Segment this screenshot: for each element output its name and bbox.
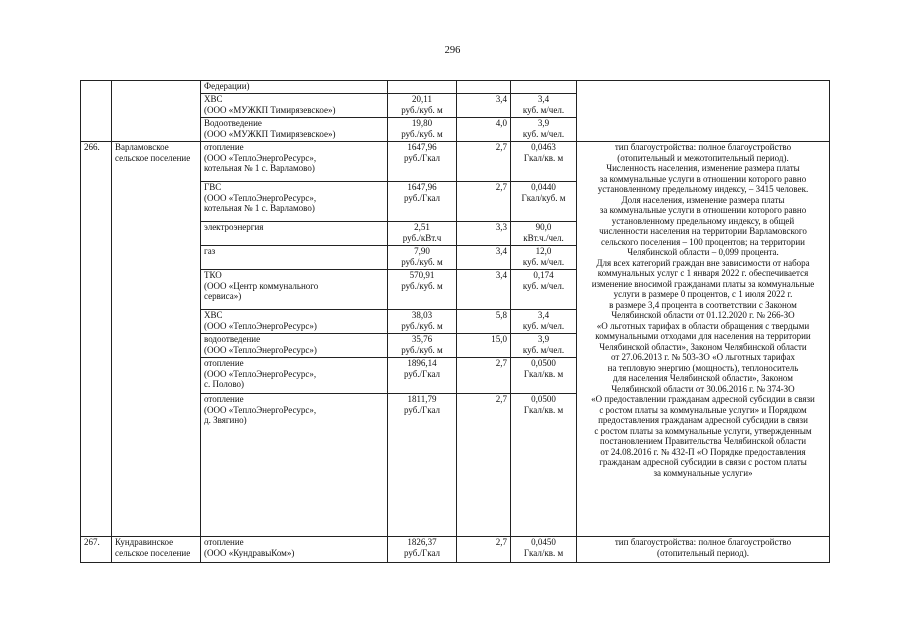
increase-cell: 15,0 bbox=[457, 334, 511, 358]
row-number-cell: 266. bbox=[81, 142, 112, 537]
service-cell: ХВС (ООО «МУЖКП Тимирязевское») bbox=[201, 94, 388, 118]
increase-cell: 2,7 bbox=[457, 358, 511, 394]
increase-cell: 3,4 bbox=[457, 270, 511, 310]
service-cell: водоотведение (ООО «ТеплоЭнергоРесурс») bbox=[201, 334, 388, 358]
service-cell: отопление (ООО «КундравыКом») bbox=[201, 537, 388, 563]
norm-cell: 12,0 куб. м/чел. bbox=[511, 246, 577, 270]
increase-cell: 3,4 bbox=[457, 94, 511, 118]
table-row bbox=[81, 537, 830, 563]
norm-cell: 0,174 куб. м/чел. bbox=[511, 270, 577, 310]
settlement-cell bbox=[112, 81, 201, 142]
increase-cell bbox=[457, 81, 511, 94]
increase-cell: 4,0 bbox=[457, 118, 511, 142]
increase-cell: 5,8 bbox=[457, 310, 511, 334]
norm-cell: 3,9 куб. м/чел. bbox=[511, 118, 577, 142]
price-cell: 2,51 руб./кВт.ч bbox=[388, 222, 457, 246]
service-cell: отопление (ООО «ТеплоЭнергоРесурс», котельная № 1 с. Варламово) bbox=[201, 142, 388, 182]
increase-cell: 3,3 bbox=[457, 222, 511, 246]
norm-cell: 3,4 куб. м/чел. bbox=[511, 94, 577, 118]
price-cell: 20,11 руб./куб. м bbox=[388, 94, 457, 118]
settlement-cell: Кундравинское сельское поселение bbox=[112, 537, 201, 563]
description-cell: тип благоустройства: полное благоустройство (отопительный период). bbox=[577, 537, 830, 563]
service-cell: ХВС (ООО «ТеплоЭнергоРесурс») bbox=[201, 310, 388, 334]
increase-cell: 2,7 bbox=[457, 537, 511, 563]
page-number: 296 bbox=[444, 45, 461, 56]
service-cell: газ bbox=[201, 246, 388, 270]
norm-cell: 0,0463 Гкал/кв. м bbox=[511, 142, 577, 182]
price-cell: 1647,96 руб./Гкал bbox=[388, 182, 457, 222]
price-cell: 1826,37 руб./Гкал bbox=[388, 537, 457, 563]
service-cell: ГВС (ООО «ТеплоЭнергоРесурс», котельная № 1 с. Варламово) bbox=[201, 182, 388, 222]
table-row bbox=[81, 142, 830, 182]
price-cell: 35,76 руб./куб. м bbox=[388, 334, 457, 358]
service-cell: электроэнергия bbox=[201, 222, 388, 246]
price-cell bbox=[388, 81, 457, 94]
norm-cell bbox=[511, 81, 577, 94]
price-cell: 38,03 руб./куб. м bbox=[388, 310, 457, 334]
price-cell: 1647,96 руб./Гкал bbox=[388, 142, 457, 182]
settlement-cell: Варламовское сельское поселение bbox=[112, 142, 201, 537]
norm-cell: 0,0440 Гкал/куб. м bbox=[511, 182, 577, 222]
increase-cell: 2,7 bbox=[457, 394, 511, 537]
service-cell: отопление (ООО «ТеплоЭнергоРесурс», с. Полово) bbox=[201, 358, 388, 394]
price-cell: 7,90 руб./куб. м bbox=[388, 246, 457, 270]
service-cell: ТКО (ООО «Центр коммунального сервиса») bbox=[201, 270, 388, 310]
price-cell: 1896,14 руб./Гкал bbox=[388, 358, 457, 394]
norm-cell: 0,0450 Гкал/кв. м bbox=[511, 537, 577, 563]
increase-cell: 2,7 bbox=[457, 182, 511, 222]
row-number-cell: 267. bbox=[81, 537, 112, 563]
price-cell: 570,91 руб./куб. м bbox=[388, 270, 457, 310]
table-row bbox=[81, 81, 830, 94]
service-cell: Федерации) bbox=[201, 81, 388, 94]
service-cell: Водоотведение (ООО «МУЖКП Тимирязевское») bbox=[201, 118, 388, 142]
increase-cell: 3,4 bbox=[457, 246, 511, 270]
row-number-cell bbox=[81, 81, 112, 142]
price-cell: 1811,79 руб./Гкал bbox=[388, 394, 457, 537]
norm-cell: 90,0 кВт.ч./чел. bbox=[511, 222, 577, 246]
service-cell: отопление (ООО «ТеплоЭнергоРесурс», д. Звягино) bbox=[201, 394, 388, 537]
increase-cell: 2,7 bbox=[457, 142, 511, 182]
description-cell: тип благоустройства: полное благоустройство (отопительный и межотопительный период). Численность населения, изменение размера платы за коммунальные услуги в отношении которого равно установленному предельному индексу, – 3415 человек. Доля населения, изменение размера платы за коммунальные услуги в отношении которого равно установленному предельному индексу, в общей численности населения на территории Варламовского сельского поселения – 100 процентов; на территории Челябинской области – 0,099 процента. Для всех категорий граждан вне зависимости от набора коммунальных услуг с 1 января 2022 г. обеспечивается изменение вносимой гражданами платы за коммунальные услуги в размере 0 процентов, с 1 июля 2022 г. в размере 3,4 процента в соответствии с Законом Челябинской области от 01.12.2020 г. № 266-ЗО «О льготных тарифах в области обращения с твердыми коммунальными отходами для населения на территории Челябинской области», Законом Челябинской области от 27.06.2013 г. № 503-ЗО «О льготных тарифах на тепловую энергию (мощность), теплоноситель для населения Челябинской области», Законом Челябинской области от 30.06.2016 г. № 374-ЗО «О предоставлении гражданам адресной субсидии в связи с ростом платы за коммунальные услуги» и Порядком предоставления гражданам адресной субсидии в связи с ростом платы за коммунальные услуги, утвержденным постановлением Правительства Челябинской области от 24.08.2016 г. № 432-П «О Порядке предоставления гражданам адресной субсидии в связи с ростом платы за коммунальные услуги» bbox=[577, 142, 830, 537]
norm-cell: 3,4 куб. м/чел. bbox=[511, 310, 577, 334]
norm-cell: 3,9 куб. м/чел. bbox=[511, 334, 577, 358]
description-cell bbox=[577, 81, 830, 142]
tariff-table bbox=[80, 80, 830, 563]
norm-cell: 0,0500 Гкал/кв. м bbox=[511, 394, 577, 537]
price-cell: 19,80 руб./куб. м bbox=[388, 118, 457, 142]
norm-cell: 0,0500 Гкал/кв. м bbox=[511, 358, 577, 394]
